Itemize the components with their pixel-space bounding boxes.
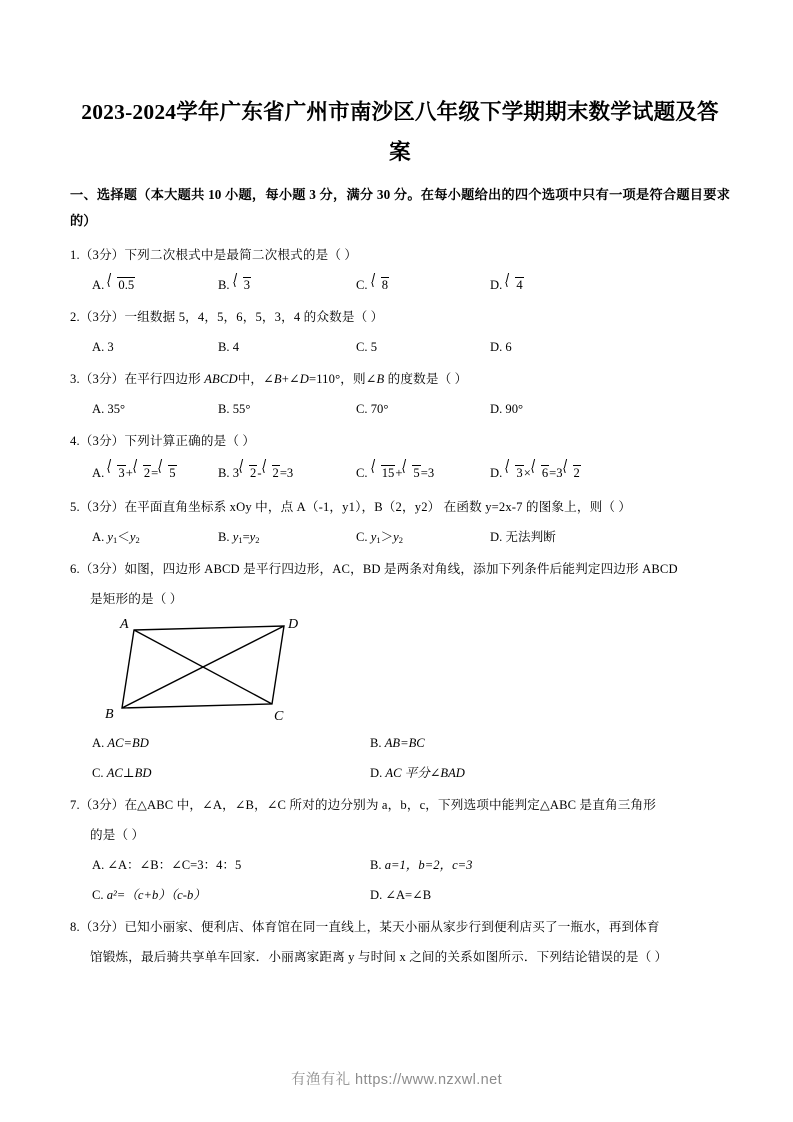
question-2-option-a[interactable]: A. 3: [92, 340, 114, 354]
question-1-options: [70, 270, 730, 300]
question-4-text: 下列计算正确的是（ ）: [124, 434, 256, 448]
sqrt-icon: 3: [234, 270, 251, 300]
question-3-options: [70, 394, 730, 424]
question-7-option-a[interactable]: A. ∠A：∠B：∠C=3：4：5: [92, 858, 242, 872]
question-8-text-line1: 已知小丽家、便利店、体育馆在同一直线上，某天小丽从家步行到便利店买了一瓶水，再到体育: [124, 920, 660, 934]
question-2-options: [70, 332, 730, 362]
question-7-options-row1: [70, 850, 730, 880]
question-5-option-c[interactable]: C. $y_1>y_2$: [356, 530, 403, 545]
question-7-option-d[interactable]: D. ∠A=∠B: [370, 888, 432, 902]
question-2-points: （3分）: [79, 310, 125, 324]
question-7-text-line2: 的是（ ）: [90, 828, 145, 842]
question-3-option-c[interactable]: C. 70°: [356, 402, 389, 416]
vertex-label-c: C: [274, 709, 284, 724]
question-7-option-c[interactable]: C. a²=（c+b）（c-b）: [92, 888, 206, 902]
diagonal-bd: [122, 626, 284, 708]
question-6-option-a[interactable]: A. AC=BD: [92, 736, 149, 750]
sqrt-icon: 2: [564, 456, 581, 490]
question-5-option-a[interactable]: A. $y_1<y_2$: [92, 530, 140, 545]
question-1: [70, 240, 730, 300]
question-7-points: （3分）: [79, 798, 125, 812]
sqrt-icon: 4: [506, 270, 523, 300]
sqrt-icon: 8: [372, 270, 389, 300]
question-3-option-b[interactable]: B. 55°: [218, 402, 251, 416]
question-1-option-b[interactable]: B. 3: [218, 270, 251, 300]
vertex-label-d: D: [288, 617, 299, 632]
question-5-number: 5.: [70, 500, 80, 514]
question-4-option-c[interactable]: C. 15+ 5=3: [356, 456, 434, 490]
question-2-text: 一组数据 5，4，5，6，5，3，4 的众数是（ ）: [124, 310, 384, 324]
page-content: [70, 92, 730, 974]
question-6-option-c[interactable]: C. AC⊥BD: [92, 766, 152, 780]
question-6-options-row1: [70, 728, 730, 758]
question-4-number: 4.: [70, 434, 80, 448]
question-4-stem: [70, 426, 730, 456]
sqrt-icon: 6: [532, 456, 549, 490]
sqrt-icon: 0.5: [108, 270, 135, 300]
question-2: [70, 302, 730, 362]
question-7-number: 7.: [70, 798, 80, 812]
sqrt-icon: 2: [263, 456, 280, 490]
question-8-points: （3分）: [79, 920, 125, 934]
question-6: [70, 554, 730, 788]
question-8-number: 8.: [70, 920, 80, 934]
question-7-options-row2: [70, 880, 730, 910]
question-3: [70, 364, 730, 424]
parallelogram-diagram: [88, 616, 328, 724]
question-3-stem: 3.（3分）在平行四边形 ABCD中，∠B+∠D=110°，则∠B 的度数是（ ）: [70, 372, 468, 386]
sqrt-icon: 5: [159, 456, 176, 490]
question-3-option-a[interactable]: A. 35°: [92, 402, 126, 416]
sqrt-icon: 2: [134, 456, 151, 490]
question-5: [70, 492, 730, 552]
question-3-points: （3分）: [79, 372, 125, 386]
question-6-points: （3分）: [79, 562, 125, 576]
question-7: [70, 790, 730, 910]
question-8-stem: [70, 912, 730, 972]
question-4-points: （3分）: [79, 434, 125, 448]
question-5-option-d[interactable]: D. 无法判断: [490, 530, 556, 544]
question-4-option-b[interactable]: B. 3 2- 2=3: [218, 456, 293, 490]
question-4-option-a[interactable]: A. 3+ 2= 5: [92, 456, 177, 490]
question-3-option-d[interactable]: D. 90°: [490, 402, 524, 416]
question-1-option-c[interactable]: C. 8: [356, 270, 389, 300]
question-1-stem: [70, 240, 730, 270]
question-6-stem: [70, 554, 730, 614]
question-2-option-b[interactable]: B. 4: [218, 340, 240, 354]
sqrt-icon: 2: [240, 456, 257, 490]
question-5-points: （3分）: [79, 500, 125, 514]
sqrt-icon: 3: [108, 456, 125, 490]
question-6-figure: [70, 616, 730, 728]
question-6-text-line2: 是矩形的是（ ）: [90, 592, 183, 606]
question-1-text: 下列二次根式中是最简二次根式的是（ ）: [124, 248, 358, 262]
question-4: [70, 426, 730, 490]
sqrt-icon: 15: [372, 456, 396, 490]
question-8: [70, 912, 730, 972]
sqrt-icon: 3: [506, 456, 523, 490]
question-6-number: 6.: [70, 562, 80, 576]
question-7-option-b[interactable]: B. a=1，b=2，c=3: [370, 858, 473, 872]
question-6-options-row2: [70, 758, 730, 788]
question-8-text-line2: 馆锻炼，最后骑共享单车回家．小丽离家距离 y 与时间 x 之间的关系如图所示．下列结论错误的是（ ）: [90, 950, 668, 964]
footer-watermark: 有渔有礼 https://www.nzxwl.net: [290, 1072, 503, 1088]
question-5-options: [70, 522, 730, 552]
question-2-option-d[interactable]: D. 6: [490, 340, 512, 354]
question-2-number: 2.: [70, 310, 80, 324]
vertex-label-a: A: [120, 617, 129, 632]
question-5-text: 在平面直角坐标系 xOy 中，点 A（-1，y1），B（2，y2） 在函数 y=2x-7 的图象上，则（ ）: [124, 500, 632, 514]
question-7-stem: [70, 790, 730, 850]
sqrt-icon: 5: [403, 456, 420, 490]
question-1-points: （3分）: [79, 248, 125, 262]
question-4-options: [70, 456, 730, 490]
question-2-stem: [70, 302, 730, 332]
question-6-option-b[interactable]: B. AB=BC: [370, 736, 425, 750]
question-6-text-line1: 如图，四边形 ABCD 是平行四边形，AC，BD 是两条对角线，添加下列条件后能判定四边形 ABCD: [124, 562, 678, 576]
question-1-option-d[interactable]: D. 4: [490, 270, 524, 300]
question-1-option-a[interactable]: A. 0.5: [92, 270, 135, 300]
question-1-number: 1.: [70, 248, 80, 262]
question-6-option-d[interactable]: D. AC 平分∠BAD: [370, 766, 465, 780]
question-5-stem: [70, 492, 730, 522]
section-heading-choice: 一、选择题（本大题共 10 小题，每小题 3 分，满分 30 分。在每小题给出的四个选项中只有一项是符合题目要求的）: [70, 187, 730, 228]
question-3-number: 3.: [70, 372, 80, 386]
question-4-option-d[interactable]: D. 3× 6=3 2: [490, 456, 581, 490]
question-7-text-line1: 在△ABC 中，∠A，∠B，∠C 所对的边分别为 a，b，c，下列选项中能判定△ABC 是直角三角形: [124, 798, 656, 812]
question-2-option-c[interactable]: C. 5: [356, 340, 378, 354]
vertex-label-b: B: [105, 707, 114, 722]
question-5-option-b[interactable]: B. $y_1=y_2$: [218, 530, 260, 545]
document-title: 2023-2024学年广东省广州市南沙区八年级下学期期末数学试题及答案: [81, 100, 719, 164]
